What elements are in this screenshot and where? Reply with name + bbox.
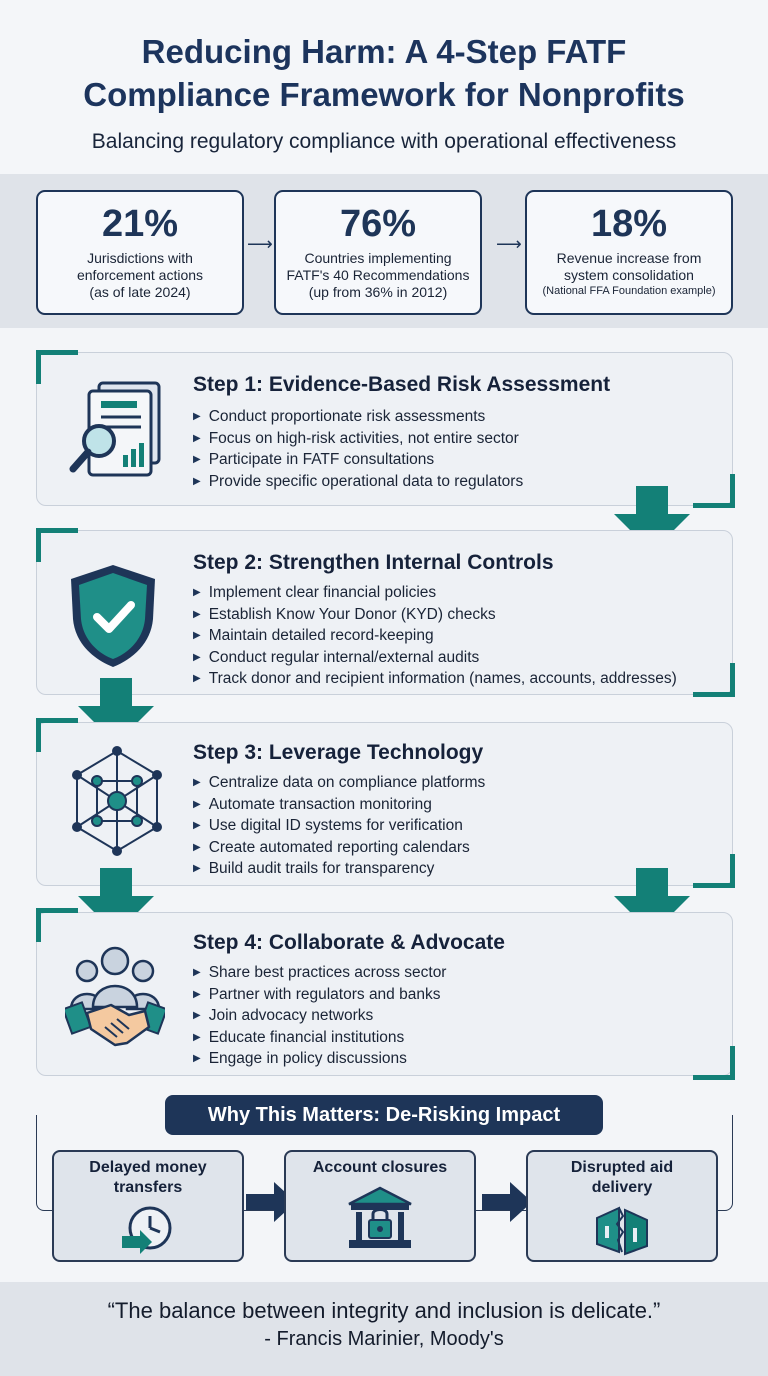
stat-value: 76% [339, 203, 417, 245]
step-4-title: Step 4: Collaborate & Advocate [193, 931, 505, 954]
stat-card-1 [36, 190, 244, 315]
impact-card-1 [52, 1150, 244, 1262]
stat-label-line: (up from 36% in 2012) [308, 284, 448, 300]
stat-label-line: Countries implementing [304, 250, 452, 266]
step-3-card [36, 722, 733, 886]
handshake-icon [65, 943, 165, 1058]
header [0, 0, 768, 174]
shield-check-icon [65, 561, 161, 676]
step-3-title: Step 3: Leverage Technology [193, 741, 484, 764]
list-item: ▶ Educate financial institutions [193, 1028, 446, 1050]
step-1-title: Step 1: Evidence-Based Risk Assessment [193, 373, 611, 396]
list-item: ▶ Conduct proportionate risk assessments [193, 407, 523, 429]
arrow-right-icon [482, 1182, 532, 1222]
arrow-right-icon: ⟶ [496, 234, 522, 254]
corner-bracket [693, 1046, 735, 1080]
step-3-list [193, 773, 485, 881]
list-item: ▶ Participate in FATF consultations [193, 450, 523, 472]
title-line-1: Reducing Harm: A 4-Step FATF [141, 33, 627, 70]
arrow-right-icon: ⟶ [247, 234, 273, 254]
corner-bracket [36, 350, 78, 384]
impact-label [54, 1158, 242, 1198]
impact-card-3 [526, 1150, 718, 1262]
subtitle: Balancing regulatory compliance with operational effectiveness [91, 130, 677, 153]
stat-label-line: system consolidation [564, 267, 694, 283]
stat-label-line: Jurisdictions with [87, 250, 193, 266]
impact-label-line: Delayed money [89, 1159, 207, 1176]
impact-label [286, 1158, 474, 1178]
quote-author: - Francis Marinier, Moody's [264, 1328, 504, 1350]
network-icon [65, 743, 171, 868]
list-item: ▶ Use digital ID systems for verification [193, 816, 485, 838]
stat-card-2 [274, 190, 482, 315]
corner-bracket [36, 908, 78, 942]
page-title [0, 30, 768, 116]
corner-bracket [693, 663, 735, 697]
list-item: ▶ Provide specific operational data to regulators [193, 472, 523, 494]
impact-label-line: Disrupted aid [570, 1159, 674, 1176]
corner-bracket [36, 528, 78, 562]
list-item: ▶ Establish Know Your Donor (KYD) checks [193, 605, 677, 627]
corner-bracket [693, 854, 735, 888]
corner-bracket [693, 474, 735, 508]
stat-label [527, 250, 731, 299]
why-title: Why This Matters: De-Risking Impact [165, 1095, 603, 1135]
stat-note: (National FFA Foundation example) [542, 285, 716, 297]
list-item: ▶ Focus on high-risk activities, not entire sector [193, 429, 523, 451]
impact-label [528, 1158, 716, 1198]
stat-label [276, 250, 480, 301]
step-4-list [193, 963, 446, 1071]
stat-label-line: enforcement actions [76, 267, 204, 283]
bank-lock-icon [345, 1186, 415, 1257]
list-item: ▶ Partner with regulators and banks [193, 985, 446, 1007]
list-item: ▶ Engage in policy discussions [193, 1049, 446, 1071]
impact-label-line: delivery [591, 1179, 653, 1196]
stat-label-line: (as of late 2024) [89, 284, 191, 300]
impact-label-line: Account closures [312, 1159, 448, 1176]
stat-label [38, 250, 242, 301]
step-1-card [36, 352, 733, 506]
clock-transfer-icon [118, 1204, 178, 1263]
list-item: ▶ Share best practices across sector [193, 963, 446, 985]
document-magnifier-icon [65, 375, 175, 490]
stat-value: 21% [101, 203, 179, 245]
list-item: ▶ Track donor and recipient information (names, accounts, addresses) [193, 669, 677, 691]
list-item: ▶ Centralize data on compliance platforms [193, 773, 485, 795]
list-item: ▶ Conduct regular internal/external audits [193, 648, 677, 670]
step-2-title: Step 2: Strengthen Internal Controls [193, 551, 554, 574]
quote-text: “The balance between integrity and inclusion is delicate.” [107, 1298, 661, 1323]
stat-label-line: Revenue increase from [556, 250, 702, 266]
list-item: ▶ Maintain detailed record-keeping [193, 626, 677, 648]
corner-bracket [36, 718, 78, 752]
step-2-card [36, 530, 733, 695]
quote-band [0, 1282, 768, 1376]
step-2-list [193, 583, 677, 691]
step-1-list [193, 407, 523, 493]
stat-card-3 [525, 190, 733, 315]
stat-value: 18% [590, 203, 668, 245]
list-item: ▶ Build audit trails for transparency [193, 859, 485, 881]
stats-band [0, 174, 768, 328]
impact-card-2 [284, 1150, 476, 1262]
broken-box-icon [591, 1202, 653, 1263]
title-line-2: Compliance Framework for Nonprofits [83, 76, 685, 113]
list-item: ▶ Join advocacy networks [193, 1006, 446, 1028]
stat-label-line: FATF's 40 Recommendations [286, 267, 470, 283]
list-item: ▶ Automate transaction monitoring [193, 795, 485, 817]
list-item: ▶ Create automated reporting calendars [193, 838, 485, 860]
step-4-card [36, 912, 733, 1076]
list-item: ▶ Implement clear financial policies [193, 583, 677, 605]
impact-label-line: transfers [113, 1179, 183, 1196]
